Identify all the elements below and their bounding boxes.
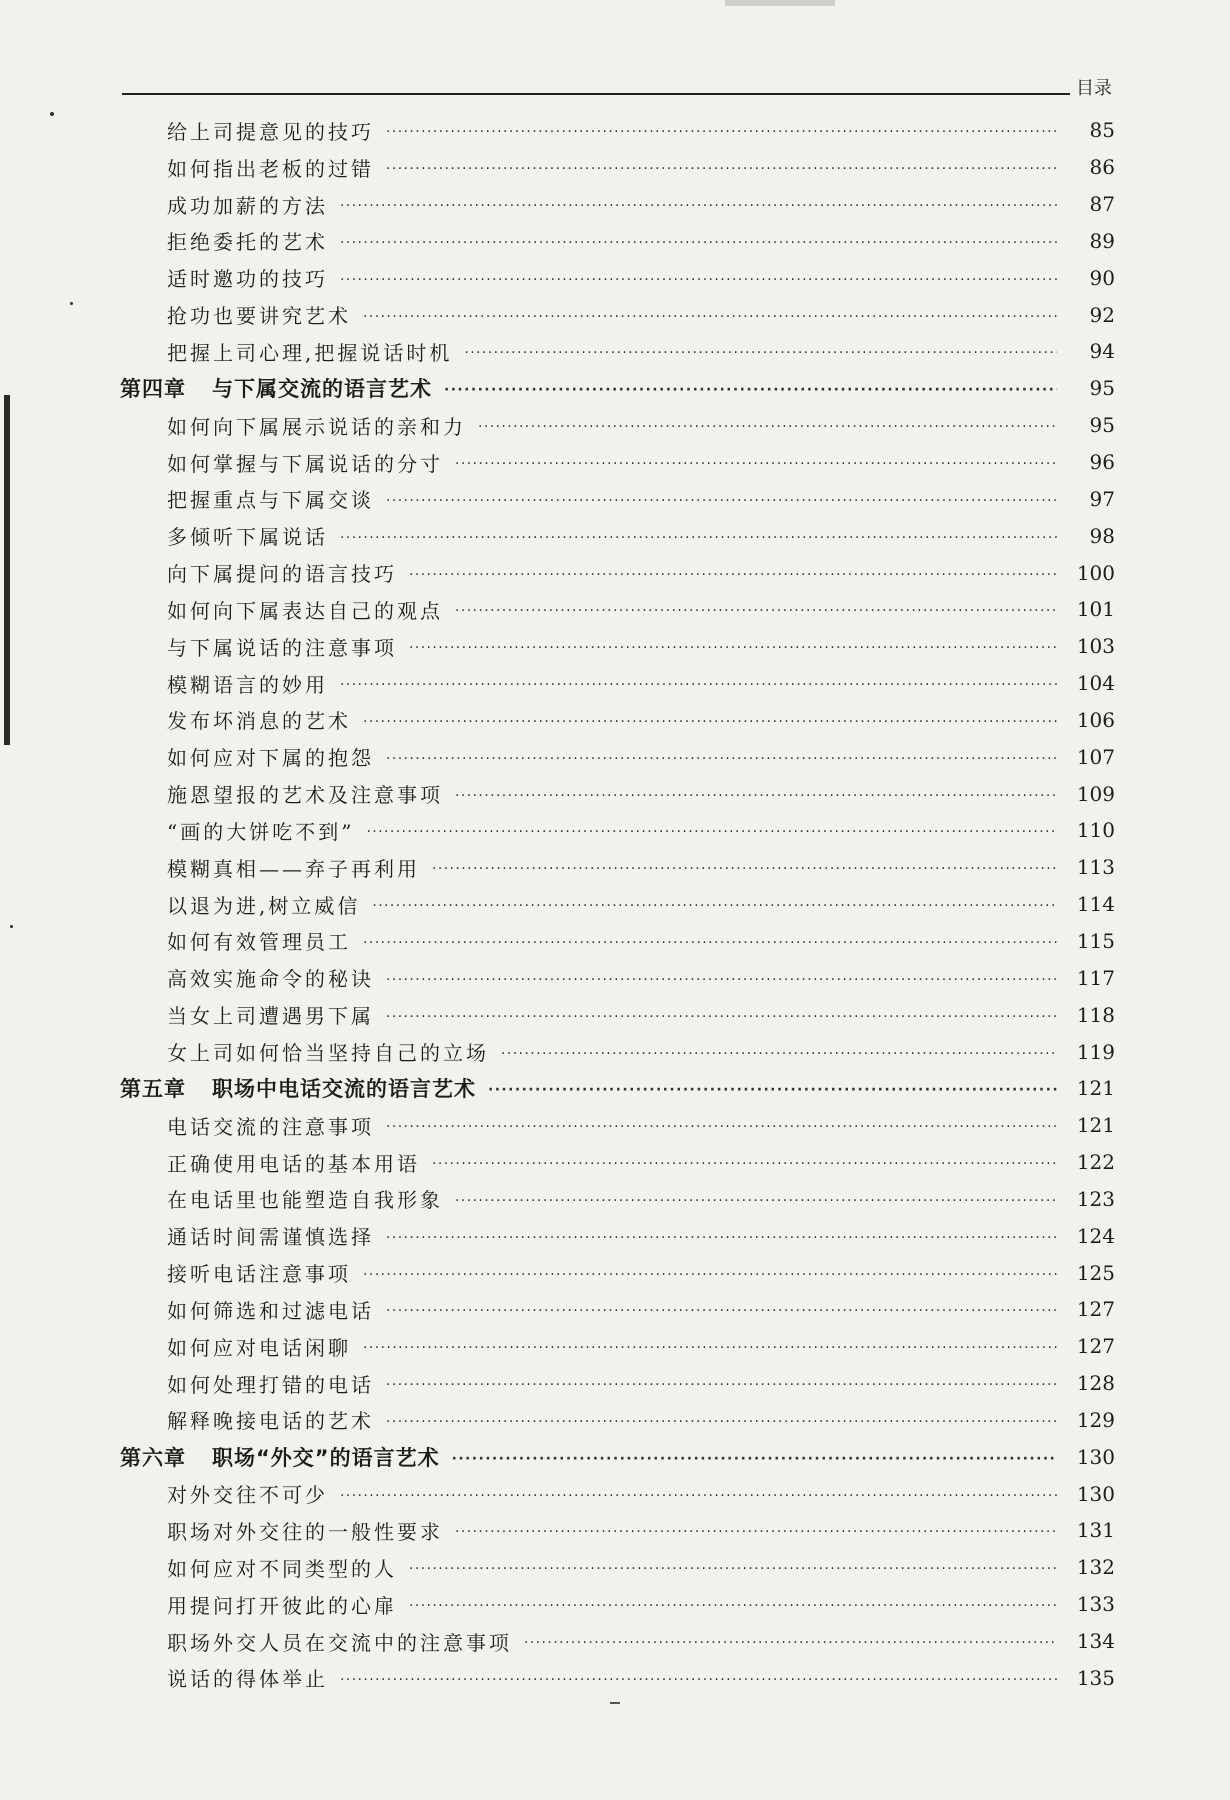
entry-title: 在电话里也能塑造自我形象 bbox=[167, 1188, 443, 1213]
toc-entry-row[interactable] bbox=[0, 554, 1230, 591]
entry-title: 如何处理打错的电话 bbox=[167, 1372, 374, 1397]
dot-leader bbox=[409, 640, 1057, 656]
dot-leader bbox=[340, 1672, 1057, 1688]
entry-title: 以退为进,树立威信 bbox=[167, 893, 361, 918]
chapter-title: 职场“外交”的语言艺术 bbox=[212, 1445, 440, 1470]
toc-entry-row[interactable] bbox=[0, 444, 1230, 481]
toc-entry-row[interactable] bbox=[0, 702, 1230, 739]
dot-leader bbox=[363, 1267, 1057, 1283]
toc-entry-row[interactable] bbox=[0, 223, 1230, 260]
dot-leader bbox=[386, 493, 1057, 509]
toc-entry-row[interactable] bbox=[0, 1291, 1230, 1328]
page-number: 103 bbox=[1076, 634, 1115, 659]
entry-title: 对外交往不可少 bbox=[167, 1483, 328, 1508]
dot-leader bbox=[386, 1303, 1057, 1319]
toc-entry-row[interactable] bbox=[0, 333, 1230, 370]
page-number: 90 bbox=[1089, 265, 1115, 290]
entry-title: 模糊语言的妙用 bbox=[167, 672, 328, 697]
dot-leader bbox=[386, 124, 1057, 140]
toc-entry-row[interactable] bbox=[0, 296, 1230, 333]
entry-title: 职场外交人员在交流中的注意事项 bbox=[167, 1630, 512, 1655]
entry-title: 如何向下属表达自己的观点 bbox=[167, 598, 443, 623]
toc-entry-row[interactable] bbox=[0, 480, 1230, 517]
dot-leader bbox=[340, 677, 1057, 693]
scan-mark-bottom bbox=[610, 1702, 620, 1704]
dot-leader bbox=[386, 751, 1057, 767]
toc-entry-row[interactable] bbox=[0, 1365, 1230, 1402]
page-number: 95 bbox=[1089, 376, 1115, 401]
entry-title: 向下属提问的语言技巧 bbox=[167, 562, 397, 587]
page-number: 125 bbox=[1076, 1260, 1115, 1285]
page-number: 104 bbox=[1076, 671, 1115, 696]
page-number: 134 bbox=[1076, 1629, 1115, 1654]
page-number: 106 bbox=[1076, 707, 1115, 732]
dot-leader bbox=[363, 1340, 1057, 1356]
dot-leader bbox=[386, 1414, 1057, 1430]
entry-title: 如何掌握与下属说话的分寸 bbox=[167, 451, 443, 476]
toc-entry-row[interactable] bbox=[0, 112, 1230, 149]
page-number: 118 bbox=[1076, 1002, 1115, 1027]
toc-entry-row[interactable] bbox=[0, 959, 1230, 996]
entry-title: 通话时间需谨慎选择 bbox=[167, 1225, 374, 1250]
chapter-title: 与下属交流的语言艺术 bbox=[212, 377, 432, 402]
page-number: 85 bbox=[1089, 118, 1115, 143]
toc-entry-row[interactable] bbox=[0, 1586, 1230, 1623]
toc-entry-row[interactable] bbox=[0, 1623, 1230, 1660]
page-number: 122 bbox=[1076, 1150, 1115, 1175]
entry-title: 正确使用电话的基本用语 bbox=[167, 1151, 420, 1176]
toc-entry-row[interactable] bbox=[0, 1033, 1230, 1070]
page-number: 96 bbox=[1089, 450, 1115, 475]
entry-title: 发布坏消息的艺术 bbox=[167, 709, 351, 734]
toc-entry-row[interactable] bbox=[0, 1144, 1230, 1181]
dot-leader bbox=[464, 345, 1057, 361]
entry-title: 当女上司遭遇男下属 bbox=[167, 1004, 374, 1029]
dot-leader bbox=[366, 824, 1057, 840]
entry-title: 给上司提意见的技巧 bbox=[167, 119, 374, 144]
page-number: 128 bbox=[1076, 1371, 1115, 1396]
entry-title: 接听电话注意事项 bbox=[167, 1262, 351, 1287]
dot-leader bbox=[363, 935, 1057, 951]
scan-mark-top bbox=[725, 0, 835, 6]
dot-leader bbox=[340, 1488, 1057, 1504]
page-number: 130 bbox=[1076, 1444, 1115, 1469]
entry-title: 女上司如何恰当坚持自己的立场 bbox=[167, 1041, 489, 1066]
dot-leader bbox=[363, 309, 1057, 325]
entry-title: 如何应对不同类型的人 bbox=[167, 1556, 397, 1581]
page-number: 115 bbox=[1076, 928, 1115, 953]
page-number: 109 bbox=[1076, 781, 1115, 806]
page-number: 92 bbox=[1089, 302, 1115, 327]
dot-leader bbox=[455, 603, 1057, 619]
entry-title: “画的大饼吃不到” bbox=[167, 819, 355, 844]
toc-entry-row[interactable] bbox=[0, 407, 1230, 444]
page-number: 114 bbox=[1076, 892, 1115, 917]
dot-leader bbox=[386, 1009, 1057, 1025]
entry-title: 如何应对电话闲聊 bbox=[167, 1335, 351, 1360]
entry-title: 多倾听下属说话 bbox=[167, 525, 328, 550]
dot-leader bbox=[340, 530, 1057, 546]
toc-chapter-row[interactable] bbox=[0, 1438, 1230, 1475]
page-number: 133 bbox=[1076, 1592, 1115, 1617]
chapter-title: 职场中电话交流的语言艺术 bbox=[212, 1077, 476, 1102]
page-number: 89 bbox=[1089, 228, 1115, 253]
entry-title: 施恩望报的艺术及注意事项 bbox=[167, 783, 443, 808]
running-header-title: 目录 bbox=[1070, 74, 1112, 100]
dot-leader bbox=[409, 1598, 1057, 1614]
table-of-contents bbox=[0, 112, 1230, 1696]
toc-entry-row[interactable] bbox=[0, 1254, 1230, 1291]
toc-entry-row[interactable] bbox=[0, 996, 1230, 1033]
toc-entry-row[interactable] bbox=[0, 186, 1230, 223]
page-number: 110 bbox=[1076, 818, 1115, 843]
page-number: 119 bbox=[1076, 1039, 1115, 1064]
entry-title: 与下属说话的注意事项 bbox=[167, 635, 397, 660]
page-number: 113 bbox=[1076, 855, 1115, 880]
dot-leader bbox=[524, 1635, 1057, 1651]
dot-leader bbox=[409, 567, 1057, 583]
page-number: 97 bbox=[1089, 486, 1115, 511]
page-number: 131 bbox=[1076, 1518, 1115, 1543]
page-number: 95 bbox=[1089, 413, 1115, 438]
entry-title: 说话的得体举止 bbox=[167, 1667, 328, 1692]
toc-entry-row[interactable] bbox=[0, 591, 1230, 628]
toc-entry-row[interactable] bbox=[0, 665, 1230, 702]
dot-leader bbox=[452, 1451, 1057, 1467]
entry-title: 拒绝委托的艺术 bbox=[167, 230, 328, 255]
page-number: 132 bbox=[1076, 1555, 1115, 1580]
toc-entry-row[interactable] bbox=[0, 923, 1230, 960]
entry-title: 用提问打开彼此的心扉 bbox=[167, 1593, 397, 1618]
page-number: 123 bbox=[1076, 1186, 1115, 1211]
toc-entry-row[interactable] bbox=[0, 259, 1230, 296]
chapter-number: 第六章 bbox=[120, 1445, 186, 1470]
dot-leader bbox=[340, 235, 1057, 251]
page-number: 127 bbox=[1076, 1297, 1115, 1322]
dot-leader bbox=[478, 419, 1057, 435]
toc-entry-row[interactable] bbox=[0, 1659, 1230, 1696]
entry-title: 模糊真相——弃子再利用 bbox=[167, 856, 420, 881]
entry-title: 解释晚接电话的艺术 bbox=[167, 1409, 374, 1434]
page-number: 101 bbox=[1076, 597, 1115, 622]
toc-entry-row[interactable] bbox=[0, 1402, 1230, 1439]
dot-leader bbox=[455, 1193, 1057, 1209]
page-number: 127 bbox=[1076, 1334, 1115, 1359]
page-number: 100 bbox=[1076, 560, 1115, 585]
header-rule bbox=[122, 93, 1072, 95]
toc-entry-row[interactable] bbox=[0, 1180, 1230, 1217]
dot-leader bbox=[386, 1119, 1057, 1135]
toc-entry-row[interactable] bbox=[0, 1328, 1230, 1365]
dot-leader bbox=[455, 456, 1057, 472]
entry-title: 把握重点与下属交谈 bbox=[167, 488, 374, 513]
entry-title: 抢功也要讲究艺术 bbox=[167, 304, 351, 329]
entry-title: 职场对外交往的一般性要求 bbox=[167, 1519, 443, 1544]
dot-leader bbox=[444, 382, 1057, 398]
dot-leader bbox=[455, 1524, 1057, 1540]
dot-leader bbox=[386, 972, 1057, 988]
page-number: 121 bbox=[1076, 1113, 1115, 1138]
toc-entry-row[interactable] bbox=[0, 517, 1230, 554]
entry-title: 电话交流的注意事项 bbox=[167, 1114, 374, 1139]
entry-title: 适时邀功的技巧 bbox=[167, 267, 328, 292]
chapter-number: 第五章 bbox=[120, 1077, 186, 1102]
toc-entry-row[interactable] bbox=[0, 1107, 1230, 1144]
dot-leader bbox=[386, 1377, 1057, 1393]
toc-entry-row[interactable] bbox=[0, 812, 1230, 849]
entry-title: 把握上司心理,把握说话时机 bbox=[167, 340, 453, 365]
dot-leader bbox=[340, 198, 1057, 214]
page-number: 98 bbox=[1089, 523, 1115, 548]
toc-entry-row[interactable] bbox=[0, 886, 1230, 923]
page-number: 117 bbox=[1076, 965, 1115, 990]
dot-leader bbox=[432, 1156, 1057, 1172]
toc-entry-row[interactable] bbox=[0, 628, 1230, 665]
page-number: 87 bbox=[1089, 192, 1115, 217]
entry-title: 如何向下属展示说话的亲和力 bbox=[167, 414, 466, 439]
toc-entry-row[interactable] bbox=[0, 738, 1230, 775]
dot-leader bbox=[372, 898, 1057, 914]
dot-leader bbox=[501, 1046, 1057, 1062]
page-number: 121 bbox=[1076, 1076, 1115, 1101]
dot-leader bbox=[363, 714, 1057, 730]
toc-entry-row[interactable] bbox=[0, 149, 1230, 186]
page-number: 129 bbox=[1076, 1407, 1115, 1432]
chapter-number: 第四章 bbox=[120, 377, 186, 402]
entry-title: 高效实施命令的秘诀 bbox=[167, 967, 374, 992]
toc-entry-row[interactable] bbox=[0, 1475, 1230, 1512]
toc-entry-row[interactable] bbox=[0, 1549, 1230, 1586]
entry-title: 如何筛选和过滤电话 bbox=[167, 1298, 374, 1323]
dot-leader bbox=[488, 1082, 1057, 1098]
page-number: 107 bbox=[1076, 744, 1115, 769]
page-number: 124 bbox=[1076, 1223, 1115, 1248]
dot-leader bbox=[432, 861, 1057, 877]
entry-title: 成功加薪的方法 bbox=[167, 193, 328, 218]
toc-entry-row[interactable] bbox=[0, 1512, 1230, 1549]
dot-leader bbox=[455, 788, 1057, 804]
dot-leader bbox=[409, 1561, 1057, 1577]
page-number: 86 bbox=[1089, 155, 1115, 180]
entry-title: 如何应对下属的抱怨 bbox=[167, 746, 374, 771]
dot-leader bbox=[386, 1230, 1057, 1246]
toc-entry-row[interactable] bbox=[0, 1217, 1230, 1254]
page-number: 94 bbox=[1089, 339, 1115, 364]
page-number: 130 bbox=[1076, 1481, 1115, 1506]
toc-chapter-row[interactable] bbox=[0, 370, 1230, 407]
page-number: 135 bbox=[1076, 1665, 1115, 1690]
toc-entry-row[interactable] bbox=[0, 775, 1230, 812]
toc-chapter-row[interactable] bbox=[0, 1070, 1230, 1107]
toc-entry-row[interactable] bbox=[0, 849, 1230, 886]
dot-leader bbox=[386, 161, 1057, 177]
dot-leader bbox=[340, 272, 1057, 288]
entry-title: 如何指出老板的过错 bbox=[167, 156, 374, 181]
entry-title: 如何有效管理员工 bbox=[167, 930, 351, 955]
